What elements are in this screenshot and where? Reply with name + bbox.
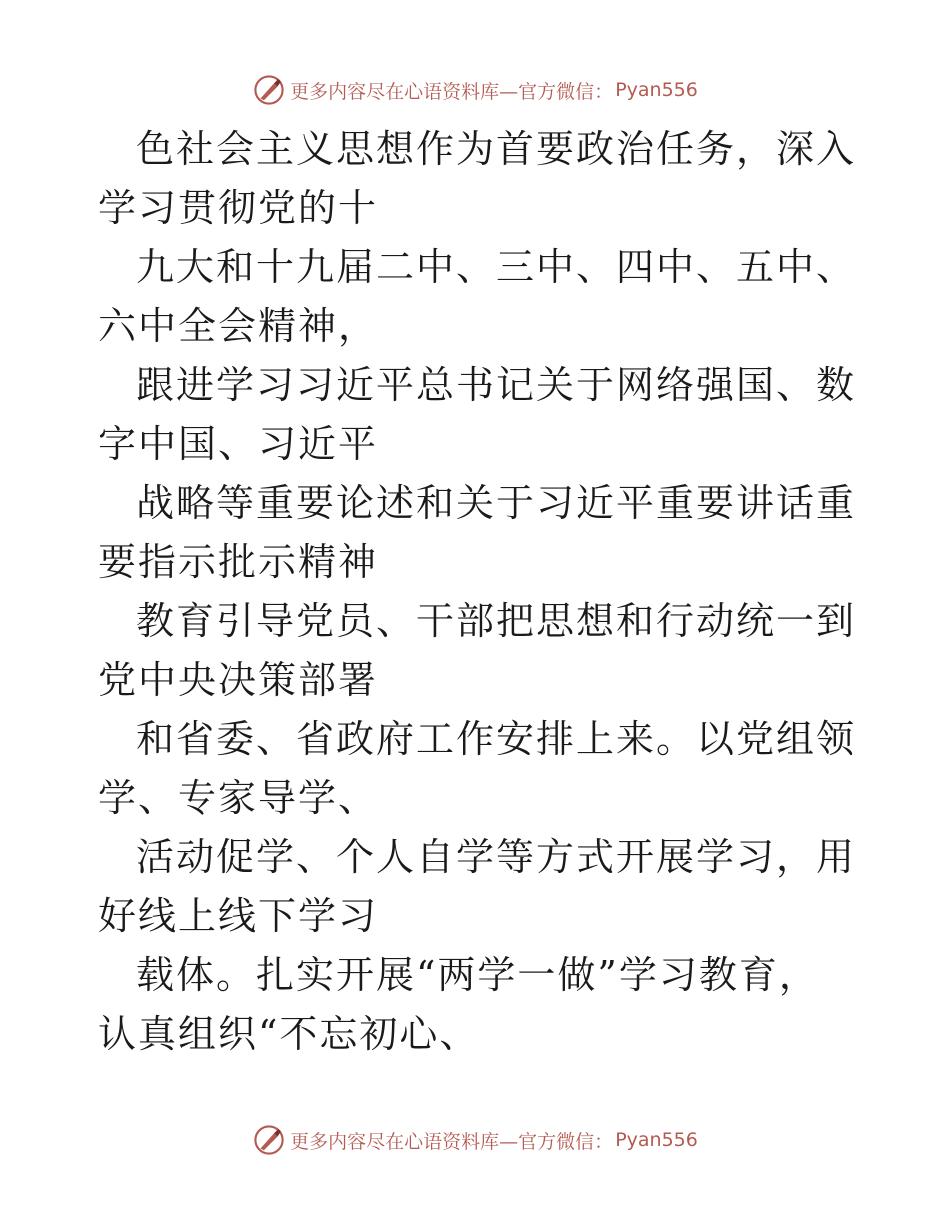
watermark-dash-text: —官方微信： (499, 80, 614, 103)
pen-nib-logo-icon (252, 1123, 286, 1157)
document-body (98, 120, 858, 1064)
watermark-wechat-id: Pyan556 (615, 79, 698, 101)
paragraph-5: 教育引导党员、干部把思想和行动统一到党中央决策部署 (98, 599, 857, 702)
paragraph-4: 战略等重要论述和关于习近平重要讲话重要指示批示精神 (98, 481, 857, 584)
paragraph-7: 活动促学、个人自学等方式开展学习，用好线上线下学习 (98, 835, 857, 938)
footer-watermark (0, 1120, 950, 1160)
watermark-brand-text: 更多内容尽在心语资料库 (290, 80, 500, 103)
paragraph-2: 九大和十九届二中、三中、四中、五中、六中全会精神， (98, 245, 857, 348)
watermark-brand-text: 更多内容尽在心语资料库 (290, 1130, 500, 1153)
header-watermark (0, 70, 950, 110)
paragraph-8: 载体。扎实开展“两学一做”学习教育，认真组织“不忘初心、 (98, 953, 819, 1056)
watermark-dash-text: —官方微信： (499, 1130, 614, 1153)
paragraph-1: 色社会主义思想作为首要政治任务，深入学习贯彻党的十 (98, 127, 857, 230)
pen-nib-logo-icon (252, 73, 286, 107)
paragraph-3: 跟进学习习近平总书记关于网络强国、数字中国、习近平 (98, 363, 857, 466)
paragraph-6: 和省委、省政府工作安排上来。以党组领学、专家导学、 (98, 717, 857, 820)
watermark-wechat-id: Pyan556 (615, 1129, 698, 1151)
